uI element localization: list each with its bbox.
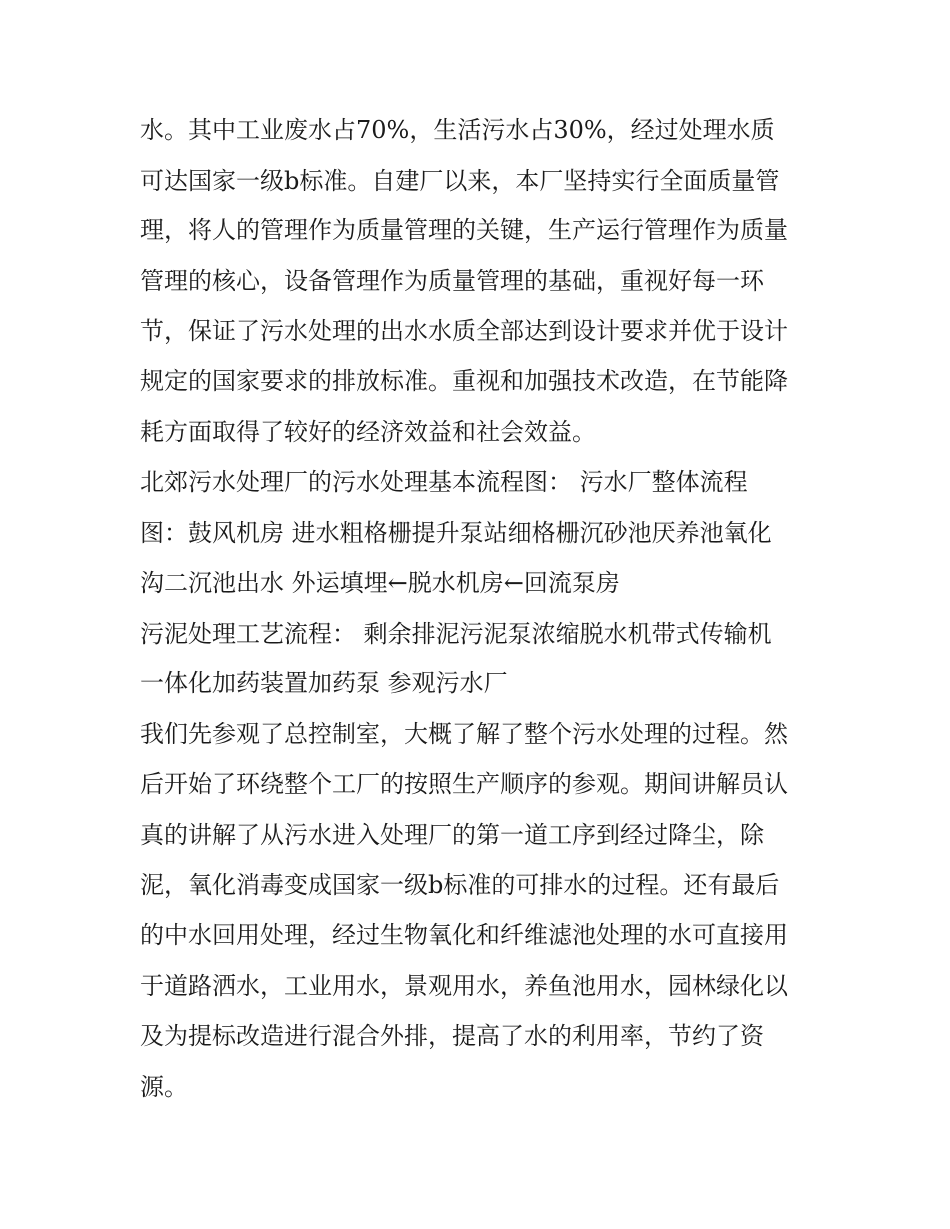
text-line: 我们先参观了总控制室，大概了解了整个污水处理的过程。然	[140, 720, 788, 748]
text-line: 可达国家一级b标准。自建厂以来，本厂坚持实行全面质量管	[140, 167, 780, 195]
text-line: 管理的核心，设备管理作为质量管理的基础，重视好每一环	[140, 267, 764, 295]
text-line: 后开始了环绕整个工厂的按照生产顺序的参观。期间讲解员认	[140, 770, 788, 798]
text-line: 一体化加药装置加药泵 参观污水厂	[140, 669, 508, 697]
text-line: 泥，氧化消毒变成国家一级b标准的可排水的过程。还有最后	[140, 871, 780, 899]
text-line: 节，保证了污水处理的出水水质全部达到设计要求并优于设计	[140, 317, 788, 345]
text-line: 的中水回用处理，经过生物氧化和纤维滤池处理的水可直接用	[140, 921, 788, 949]
text-line: 水。其中工业废水占70%，生活污水占30%，经过处理水质	[140, 116, 775, 144]
text-line: 规定的国家要求的排放标准。重视和加强技术改造，在节能降	[140, 367, 788, 395]
text-line: 北郊污水处理厂的污水处理基本流程图： 污水厂整体流程	[140, 468, 748, 496]
text-line: 耗方面取得了较好的经济效益和社会效益。	[140, 418, 596, 446]
text-line: 真的讲解了从污水进入处理厂的第一道工序到经过降尘，除	[140, 821, 764, 849]
text-line: 沟二沉池出水 外运填埋←脱水机房←回流泵房	[140, 569, 620, 597]
text-line: 污泥处理工艺流程： 剩余排泥污泥泵浓缩脱水机带式传输机	[140, 620, 772, 648]
text-line: 图：鼓风机房 进水粗格栅提升泵站细格栅沉砂池厌养池氧化	[140, 519, 772, 547]
text-line: 源。	[140, 1073, 188, 1101]
text-line: 于道路洒水，工业用水，景观用水，养鱼池用水，园林绿化以	[140, 972, 788, 1000]
text-line: 及为提标改造进行混合外排，提高了水的利用率，节约了资	[140, 1022, 764, 1050]
text-line: 理，将人的管理作为质量管理的关键，生产运行管理作为质量	[140, 216, 788, 244]
